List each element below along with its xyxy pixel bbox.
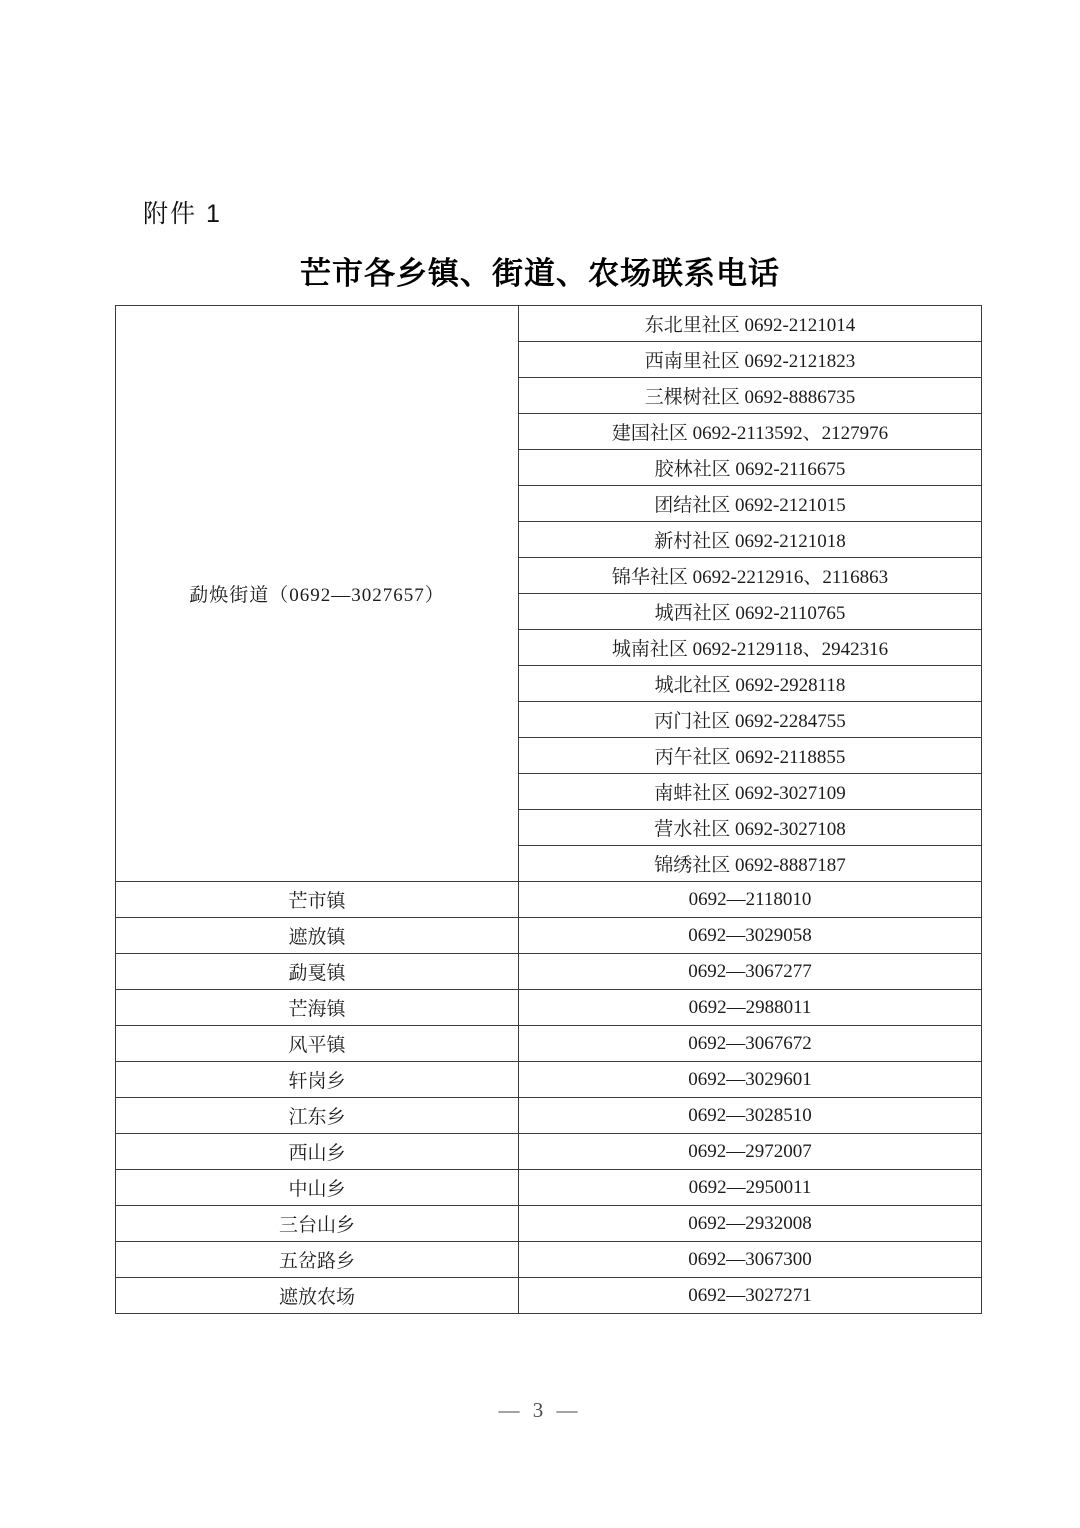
town-row <box>116 918 982 954</box>
town-name-cell: 勐戛镇 <box>116 954 519 990</box>
community-contact-cell: 南蚌社区 0692-3027109 <box>519 774 982 810</box>
community-contact-cell: 锦绣社区 0692-8887187 <box>519 846 982 882</box>
town-phone-cell: 0692—2988011 <box>519 990 982 1026</box>
town-row <box>116 1278 982 1314</box>
town-row <box>116 1242 982 1278</box>
town-phone-cell: 0692—2950011 <box>519 1170 982 1206</box>
town-name-cell: 遮放农场 <box>116 1278 519 1314</box>
town-phone-cell: 0692—3029601 <box>519 1062 982 1098</box>
town-name-cell: 三台山乡 <box>116 1206 519 1242</box>
street-office-section <box>116 306 982 882</box>
page-number: — 3 — <box>498 1398 582 1422</box>
town-phone-cell: 0692—2932008 <box>519 1206 982 1242</box>
attachment-label: 附件 1 <box>143 200 222 228</box>
town-name-cell: 中山乡 <box>116 1170 519 1206</box>
town-phone-cell: 0692—3067277 <box>519 954 982 990</box>
community-contact-cell: 丙门社区 0692-2284755 <box>519 702 982 738</box>
community-contact-cell: 城北社区 0692-2928118 <box>519 666 982 702</box>
community-contact-cell: 城南社区 0692-2129118、2942316 <box>519 630 982 666</box>
community-contact-cell: 西南里社区 0692-2121823 <box>519 342 982 378</box>
town-name-cell: 西山乡 <box>116 1134 519 1170</box>
community-contact-cell: 胶林社区 0692-2116675 <box>519 450 982 486</box>
community-contact-cell: 新村社区 0692-2121018 <box>519 522 982 558</box>
town-row <box>116 882 982 918</box>
town-row <box>116 1098 982 1134</box>
town-phone-cell: 0692—3029058 <box>519 918 982 954</box>
town-row <box>116 990 982 1026</box>
document-title: 芒市各乡镇、街道、农场联系电话 <box>300 256 780 291</box>
town-name-cell: 五岔路乡 <box>116 1242 519 1278</box>
town-phone-cell: 0692—3067300 <box>519 1242 982 1278</box>
town-phone-cell: 0692—2118010 <box>519 882 982 918</box>
town-row <box>116 954 982 990</box>
town-name-cell: 芒市镇 <box>116 882 519 918</box>
town-name-cell: 遮放镇 <box>116 918 519 954</box>
towns-section <box>116 882 982 1314</box>
community-contact-cell: 三棵树社区 0692-8886735 <box>519 378 982 414</box>
town-row <box>116 1026 982 1062</box>
community-contact-cell: 东北里社区 0692-2121014 <box>519 306 982 342</box>
town-name-cell: 江东乡 <box>116 1098 519 1134</box>
town-row <box>116 1134 982 1170</box>
town-phone-cell: 0692—3027271 <box>519 1278 982 1314</box>
street-office-cell: 勐焕街道（0692—3027657） <box>116 306 519 882</box>
community-row <box>116 306 982 342</box>
contacts-table <box>115 305 982 1314</box>
town-row <box>116 1170 982 1206</box>
town-row <box>116 1062 982 1098</box>
town-phone-cell: 0692—3067672 <box>519 1026 982 1062</box>
town-name-cell: 轩岗乡 <box>116 1062 519 1098</box>
town-name-cell: 芒海镇 <box>116 990 519 1026</box>
community-contact-cell: 团结社区 0692-2121015 <box>519 486 982 522</box>
town-row <box>116 1206 982 1242</box>
town-name-cell: 风平镇 <box>116 1026 519 1062</box>
community-contact-cell: 营水社区 0692-3027108 <box>519 810 982 846</box>
community-contact-cell: 建国社区 0692-2113592、2127976 <box>519 414 982 450</box>
town-phone-cell: 0692—2972007 <box>519 1134 982 1170</box>
town-phone-cell: 0692—3028510 <box>519 1098 982 1134</box>
community-contact-cell: 城西社区 0692-2110765 <box>519 594 982 630</box>
community-contact-cell: 丙午社区 0692-2118855 <box>519 738 982 774</box>
community-contact-cell: 锦华社区 0692-2212916、2116863 <box>519 558 982 594</box>
